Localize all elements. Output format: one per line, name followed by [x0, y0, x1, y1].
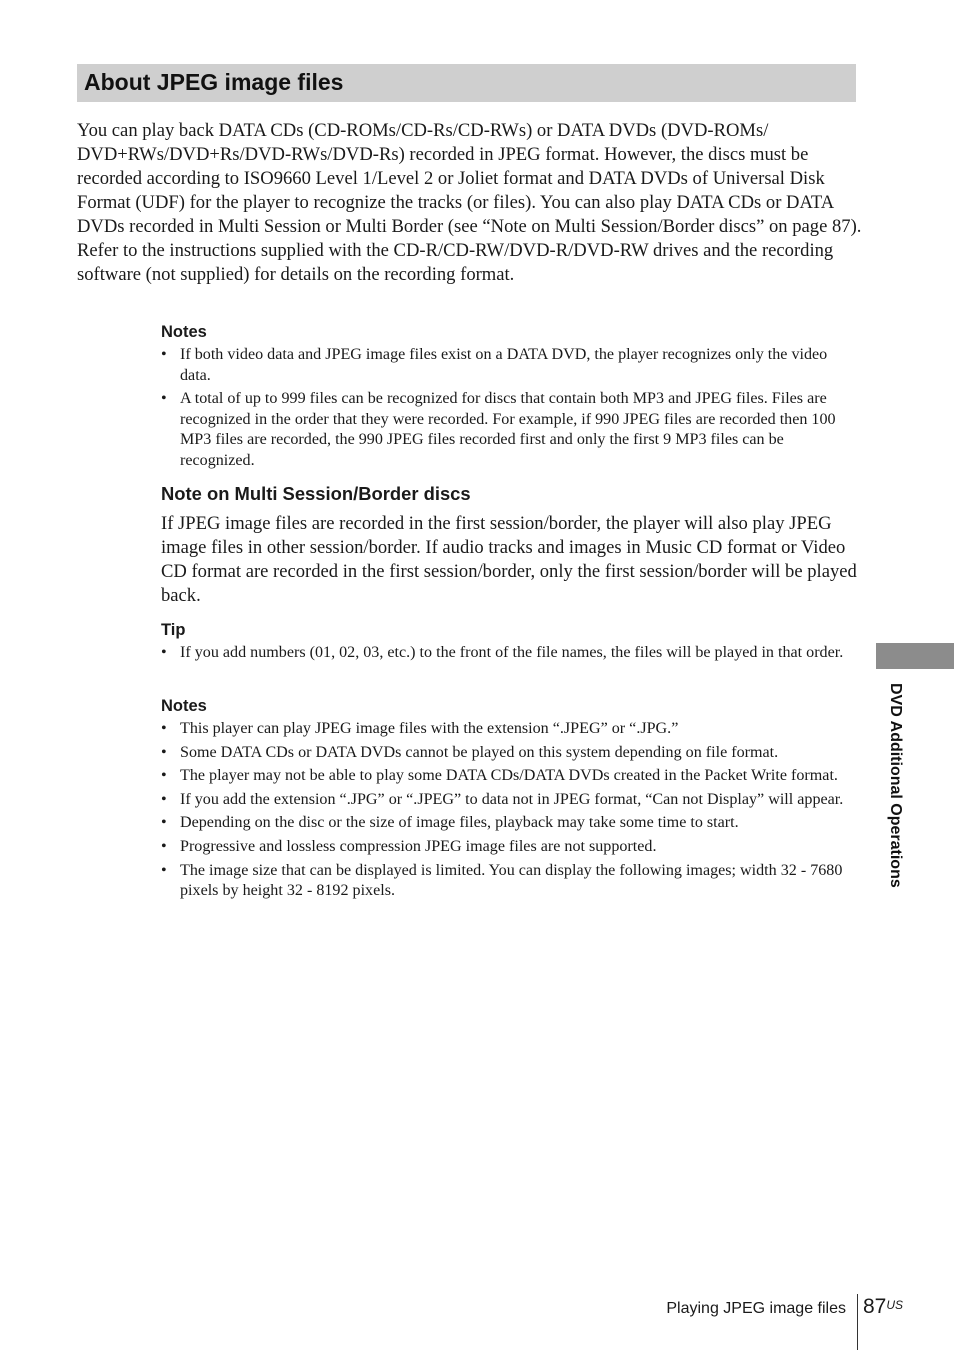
- bullet-icon: •: [161, 814, 167, 832]
- list-item: [161, 790, 861, 811]
- footer-divider: [857, 1294, 858, 1350]
- bullet-icon: •: [161, 390, 167, 408]
- list-item: [161, 719, 861, 740]
- list-item-text: If you add numbers (01, 02, 03, etc.) to the front of the file names, the files will be played in that order.: [180, 644, 844, 661]
- list-item: [161, 837, 861, 858]
- list-item-text: Progressive and lossless compression JPEG image files are not supported.: [180, 837, 657, 855]
- bullet-icon: •: [161, 767, 167, 785]
- multisession-block: [161, 482, 861, 608]
- list-item: [161, 743, 861, 764]
- intro-paragraph-2: Refer to the instructions supplied with the CD-R/CD-RW/DVD-R/DVD-RW drives and the recording software (not supplied) for details on the recording format.: [77, 240, 834, 285]
- intro-text: [77, 119, 867, 287]
- page-number-suffix: US: [886, 1298, 904, 1312]
- chapter-side-label: DVD Additional Operations: [887, 683, 904, 888]
- bullet-icon: •: [161, 644, 167, 661]
- page-number-value: 87: [863, 1295, 887, 1318]
- list-item-text: If both video data and JPEG image files exist on a DATA DVD, the player recognizes only the video data.: [180, 346, 828, 384]
- bullet-icon: •: [161, 346, 167, 363]
- multisession-text: If JPEG image files are recorded in the first session/border, the player will also play JPEG image files in other session/border. If audio tracks and images in Music CD format or Video CD format are recorded in the first session/border, only the first session/border will be played back.: [161, 513, 857, 606]
- section-title: About JPEG image files: [84, 69, 344, 95]
- tip-heading: Tip: [161, 621, 186, 639]
- section-header-bar: [77, 64, 856, 102]
- list-item: [161, 643, 861, 664]
- notes-heading-1: Notes: [161, 323, 207, 341]
- list-item-text: The player may not be able to play some DATA CDs/DATA DVDs created in the Packet Write format.: [180, 767, 838, 785]
- list-item-text: This player can play JPEG image files with the extension “.JPEG” or “.JPG.”: [180, 720, 679, 737]
- list-item-text: Some DATA CDs or DATA DVDs cannot be played on this system depending on file format.: [180, 743, 779, 761]
- notes-list-2: [161, 719, 861, 902]
- list-item: [161, 813, 861, 834]
- chapter-tab-marker: [876, 643, 954, 669]
- tip-block: [161, 620, 861, 664]
- bullet-icon: •: [161, 790, 167, 808]
- list-item: [161, 345, 861, 386]
- notes-block-1: [161, 322, 861, 472]
- notes-heading-2: Notes: [161, 697, 207, 715]
- list-item: [161, 861, 861, 902]
- tip-list: [161, 643, 861, 664]
- intro-paragraph-1: You can play back DATA CDs (CD-ROMs/CD-Rs/CD-RWs) or DATA DVDs (DVD-ROMs/ DVD+RWs/DVD+Rs/DVD-RWs/DVD-Rs) recorded in JPEG format. However, the discs must be recorded according to ISO9660 Level 1/Level 2 or Joliet format and DATA DVDs of Universal Disk Format (UDF) for the player to recognize the tracks (or files). You can also play DATA CDs or DATA DVDs recorded in Multi Session or Multi Border (see “Note on Multi Session/Border discs” on page 87).: [77, 120, 862, 237]
- notes-block-2: [161, 696, 861, 902]
- list-item: [161, 766, 861, 787]
- list-item-text: Depending on the disc or the size of image files, playback may take some time to start.: [180, 814, 739, 832]
- bullet-icon: •: [161, 743, 167, 761]
- list-item-text: The image size that can be displayed is limited. You can display the following images; width 32 - 7680 pixels by height 32 - 8192 pixels.: [180, 861, 843, 900]
- list-item-text: A total of up to 999 files can be recognized for discs that contain both MP3 and JPEG files. Files are recognized in the order that they were recorded. For example, if 990 JPEG files are recorded then 100 MP3 files are recorded, the 990 JPEG files recorded first and only the first 9 MP3 files can be recognized.: [180, 390, 836, 469]
- notes-list-1: [161, 345, 861, 472]
- multisession-heading: Note on Multi Session/Border discs: [161, 483, 471, 504]
- footer-section-title: Playing JPEG image files: [666, 1300, 846, 1317]
- page-number: [863, 1293, 903, 1321]
- list-item-text: If you add the extension “.JPG” or “.JPEG” to data not in JPEG format, “Can not Display” will appear.: [180, 790, 844, 808]
- list-item: [161, 389, 861, 471]
- bullet-icon: •: [161, 837, 167, 855]
- bullet-icon: •: [161, 861, 167, 879]
- bullet-icon: •: [161, 720, 167, 737]
